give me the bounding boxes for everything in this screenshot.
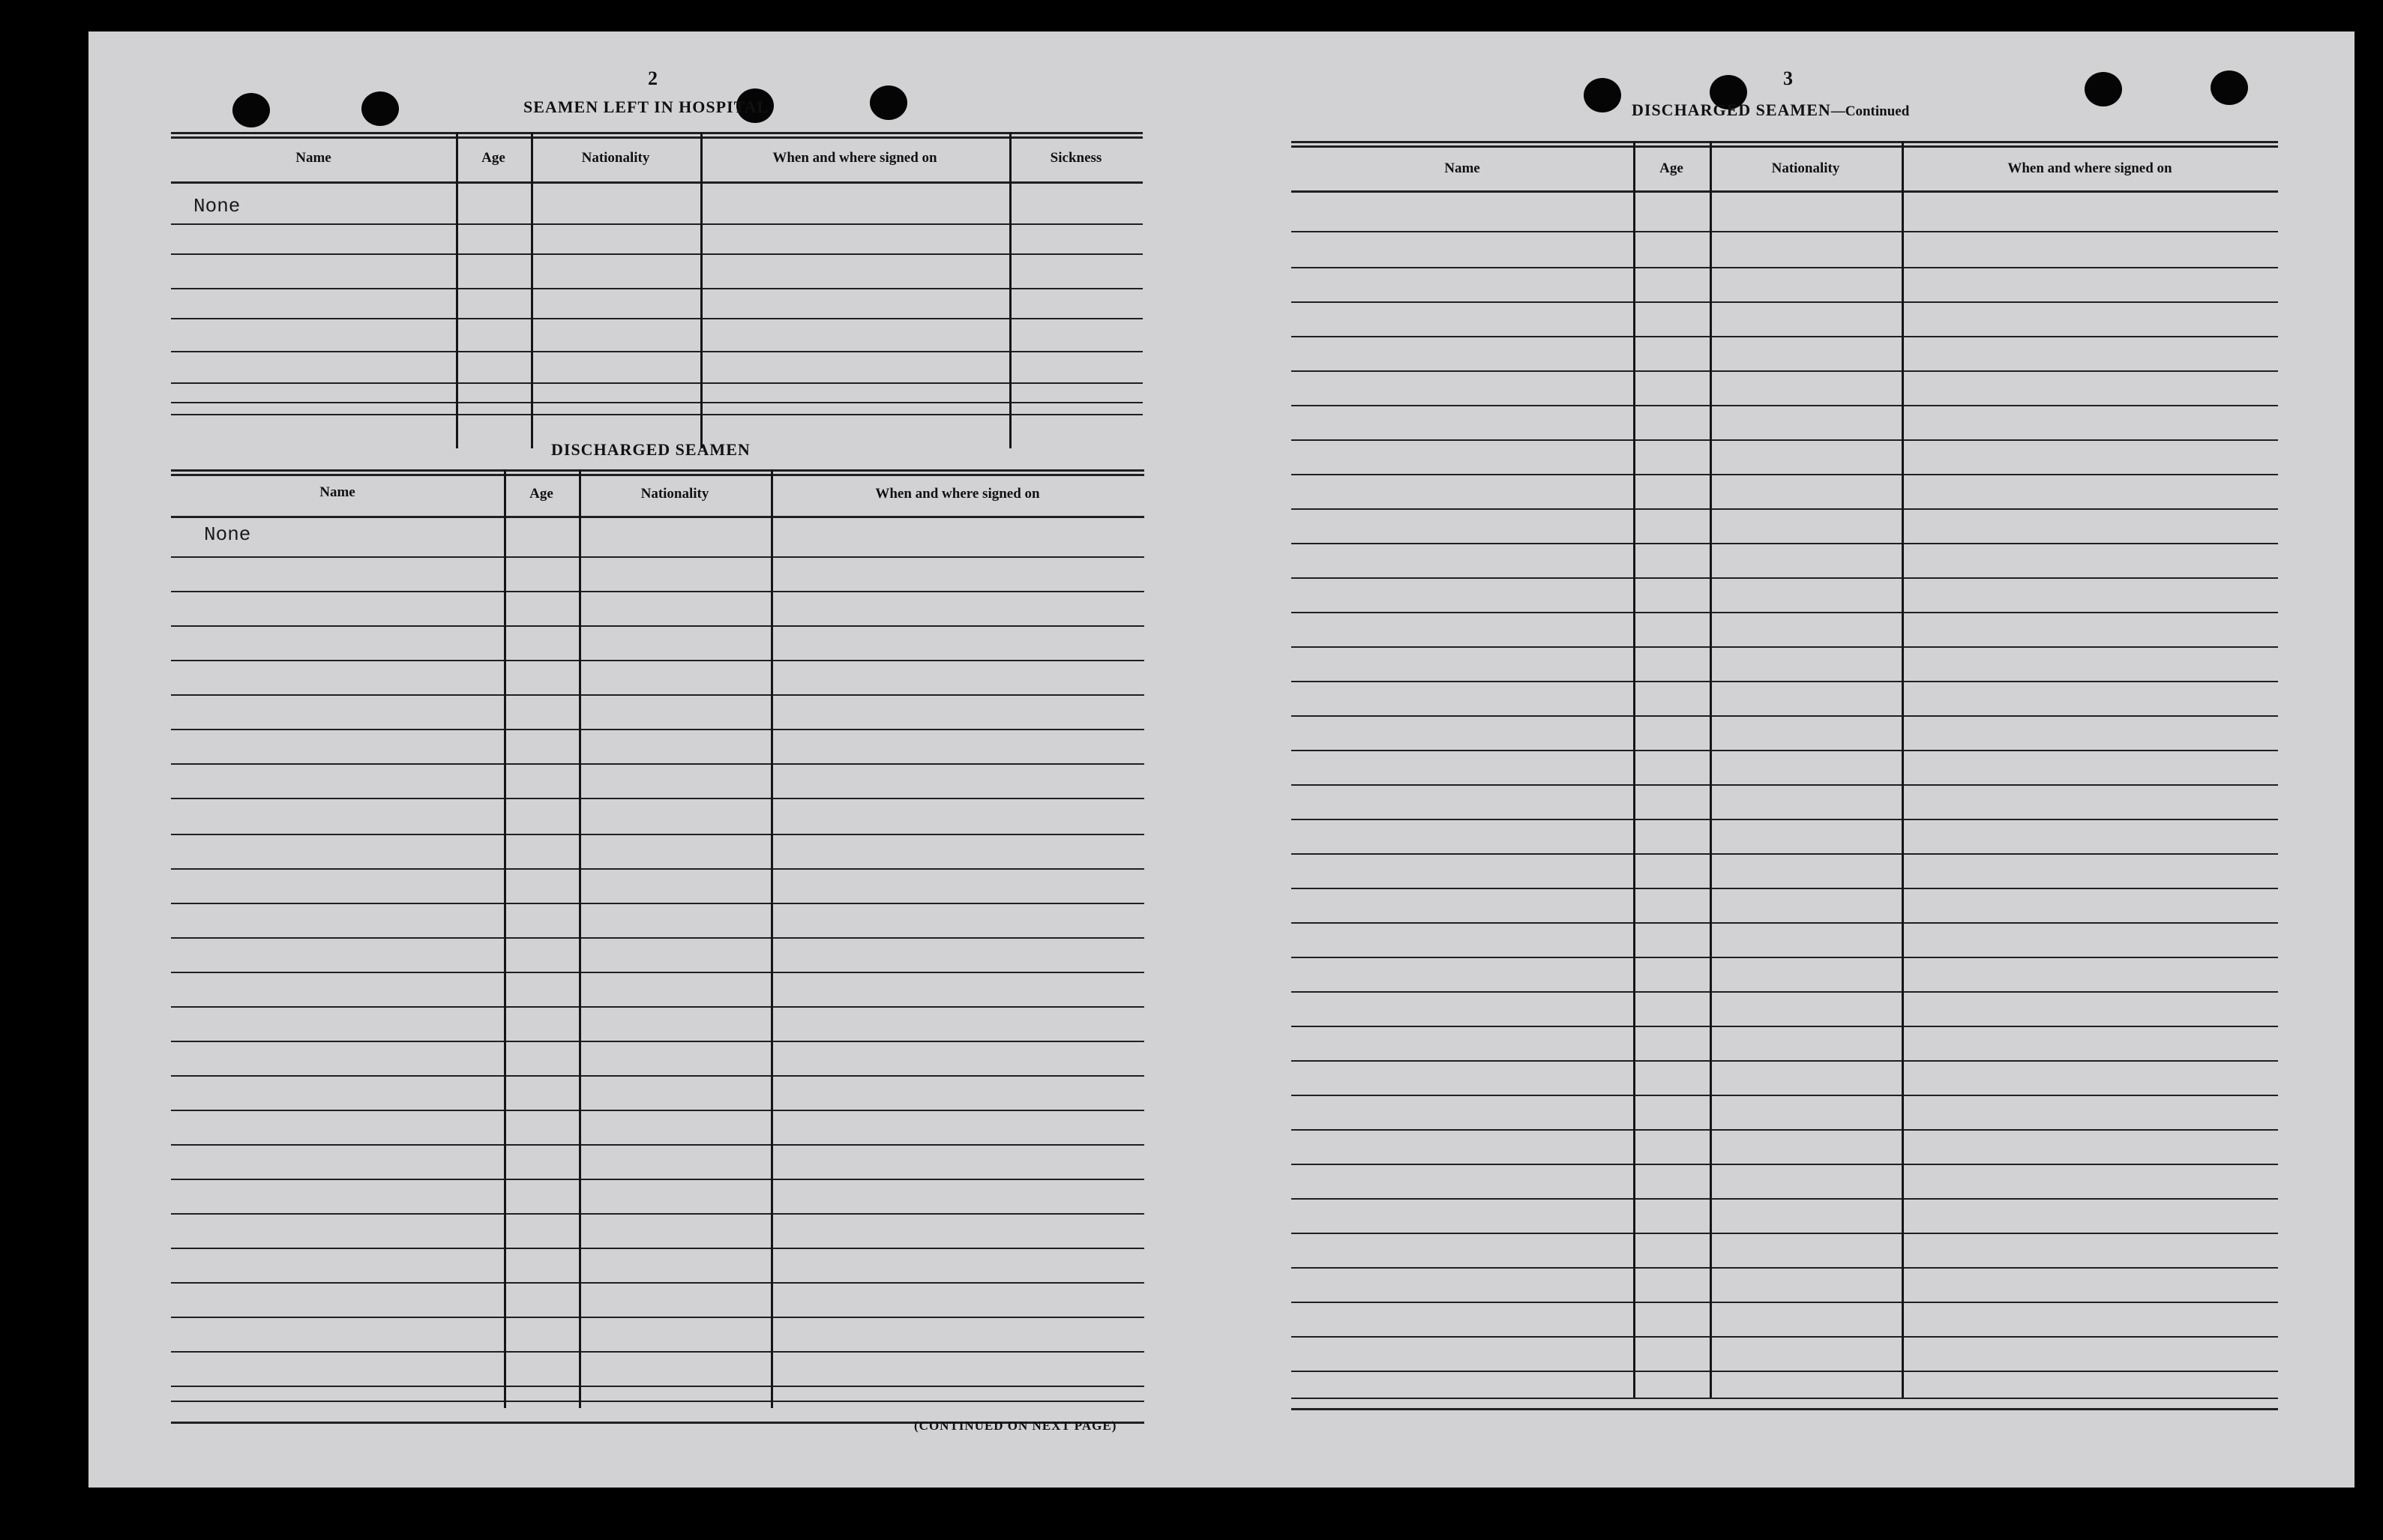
title-main: DISCHARGED SEAMEN bbox=[1632, 100, 1831, 119]
column-header-age: Age bbox=[1659, 160, 1683, 176]
punch-hole bbox=[1584, 78, 1621, 112]
column-divider bbox=[504, 469, 506, 1408]
table-row-line bbox=[171, 868, 1144, 870]
table-row-line bbox=[171, 798, 1144, 799]
table-top-rule bbox=[171, 136, 1143, 139]
table-row-line bbox=[171, 1282, 1144, 1284]
discharged-continued-table bbox=[1291, 141, 2278, 1413]
column-divider bbox=[1633, 141, 1635, 1398]
column-header-when-where-signed-on: When and where signed on bbox=[772, 150, 937, 166]
table-row-line bbox=[1291, 439, 2278, 441]
punch-hole bbox=[870, 85, 907, 120]
punch-hole bbox=[2211, 70, 2248, 105]
page-number-right: 3 bbox=[1783, 67, 1793, 89]
page-number-left: 2 bbox=[648, 67, 658, 89]
title-suffix: —Continued bbox=[1830, 103, 1910, 119]
column-divider bbox=[456, 132, 458, 448]
table-row-line bbox=[1291, 784, 2278, 786]
table-row-line bbox=[1291, 922, 2278, 924]
table-row-line bbox=[171, 1075, 1144, 1077]
table-row-line bbox=[171, 1317, 1144, 1318]
table-row-line bbox=[171, 972, 1144, 973]
table-row-line bbox=[1291, 612, 2278, 613]
table-row-line bbox=[1291, 1129, 2278, 1131]
continued-footer: (CONTINUED ON NEXT PAGE) bbox=[914, 1419, 1117, 1433]
table-row-line bbox=[171, 1248, 1144, 1249]
table-row-line bbox=[1291, 1060, 2278, 1062]
table-top-rule bbox=[171, 474, 1144, 476]
table-row-line bbox=[171, 625, 1144, 627]
table-row-line bbox=[1291, 853, 2278, 855]
table-row-line bbox=[1291, 231, 2278, 232]
table-row-line bbox=[171, 556, 1144, 558]
table-row-line bbox=[171, 763, 1144, 765]
table-row-line bbox=[1291, 1398, 2278, 1399]
table-row-line bbox=[1291, 301, 2278, 303]
table-row-line bbox=[1291, 508, 2278, 510]
column-header-nationality: Nationality bbox=[640, 486, 709, 502]
table-row-line bbox=[1291, 750, 2278, 751]
column-header-when-where-signed-on: When and where signed on bbox=[2007, 160, 2172, 176]
table-row-line bbox=[1291, 1095, 2278, 1096]
table-row-line bbox=[171, 694, 1144, 696]
table-row-line bbox=[1291, 715, 2278, 717]
table-row-line bbox=[171, 402, 1143, 403]
table-row-line bbox=[171, 1006, 1144, 1008]
table-row-line bbox=[1291, 819, 2278, 820]
punch-hole bbox=[232, 93, 270, 127]
discharged-table bbox=[171, 469, 1144, 1422]
column-header-name: Name bbox=[295, 150, 331, 166]
hospital-section-title: SEAMEN LEFT IN HOSPITAL bbox=[523, 97, 769, 116]
table-row-line bbox=[1291, 336, 2278, 337]
column-divider bbox=[700, 132, 703, 448]
table-row-line bbox=[1291, 405, 2278, 406]
table-row-line bbox=[1291, 1164, 2278, 1165]
table-row-line bbox=[1291, 543, 2278, 544]
column-divider bbox=[1902, 141, 1904, 1398]
discharged-section-title: DISCHARGED SEAMEN bbox=[551, 440, 751, 459]
table-row-line bbox=[1291, 1267, 2278, 1269]
table-bottom-rule bbox=[1291, 1408, 2278, 1410]
table-row-line bbox=[1291, 991, 2278, 993]
table-row-line bbox=[1291, 646, 2278, 648]
column-header-nationality: Nationality bbox=[1771, 160, 1840, 176]
table-row-line bbox=[1291, 474, 2278, 475]
header-bottom-rule bbox=[171, 516, 1144, 518]
table-row-line bbox=[171, 1351, 1144, 1353]
header-bottom-rule bbox=[1291, 190, 2278, 193]
table-row-line bbox=[171, 834, 1144, 835]
table-row-line bbox=[1291, 370, 2278, 372]
column-header-age: Age bbox=[481, 150, 505, 166]
punch-hole bbox=[2085, 72, 2122, 106]
table-row-line bbox=[171, 288, 1143, 289]
table-row-line bbox=[171, 729, 1144, 730]
hospital-entry-name: None bbox=[193, 195, 241, 217]
table-row-line bbox=[171, 223, 1143, 225]
column-divider bbox=[531, 132, 533, 448]
column-header-name: Name bbox=[319, 484, 355, 500]
table-row-line bbox=[1291, 1233, 2278, 1234]
column-divider bbox=[579, 469, 581, 1408]
column-header-age: Age bbox=[529, 486, 553, 502]
column-header-name: Name bbox=[1444, 160, 1480, 176]
table-row-line bbox=[1291, 577, 2278, 579]
table-row-line bbox=[171, 1144, 1144, 1146]
table-row-line bbox=[1291, 1026, 2278, 1027]
table-row-line bbox=[171, 1401, 1144, 1402]
table-row-line bbox=[1291, 1302, 2278, 1303]
column-divider bbox=[1710, 141, 1712, 1398]
table-row-line bbox=[1291, 681, 2278, 682]
table-row-line bbox=[171, 1179, 1144, 1180]
table-row-line bbox=[1291, 957, 2278, 958]
column-divider bbox=[1009, 132, 1012, 448]
table-top-rule bbox=[1291, 145, 2278, 148]
table-row-line bbox=[1291, 888, 2278, 889]
table-row-line bbox=[171, 414, 1143, 415]
column-header-sickness: Sickness bbox=[1050, 150, 1102, 166]
table-row-line bbox=[171, 253, 1143, 255]
column-divider bbox=[771, 469, 773, 1408]
document-sheet bbox=[88, 31, 2355, 1488]
table-row-line bbox=[171, 1213, 1144, 1215]
table-row-line bbox=[171, 937, 1144, 939]
table-row-line bbox=[1291, 267, 2278, 268]
hospital-table bbox=[171, 132, 1143, 456]
header-bottom-rule bbox=[171, 181, 1143, 184]
table-row-line bbox=[171, 1110, 1144, 1111]
discharged-entry-name: None bbox=[204, 523, 251, 546]
table-row-line bbox=[171, 351, 1143, 352]
table-row-line bbox=[1291, 1371, 2278, 1372]
table-row-line bbox=[171, 1041, 1144, 1042]
table-row-line bbox=[171, 591, 1144, 592]
punch-hole bbox=[361, 91, 399, 126]
column-header-when-where-signed-on: When and where signed on bbox=[875, 486, 1040, 502]
table-row-line bbox=[171, 1386, 1144, 1387]
column-header-nationality: Nationality bbox=[581, 150, 650, 166]
discharged-continued-title bbox=[1632, 100, 1909, 120]
table-row-line bbox=[171, 318, 1143, 319]
table-row-line bbox=[171, 903, 1144, 904]
table-row-line bbox=[171, 382, 1143, 384]
table-row-line bbox=[171, 660, 1144, 661]
table-row-line bbox=[1291, 1198, 2278, 1200]
table-row-line bbox=[1291, 1336, 2278, 1338]
table-top-rule bbox=[171, 132, 1143, 134]
table-top-rule bbox=[1291, 141, 2278, 143]
table-top-rule bbox=[171, 469, 1144, 472]
